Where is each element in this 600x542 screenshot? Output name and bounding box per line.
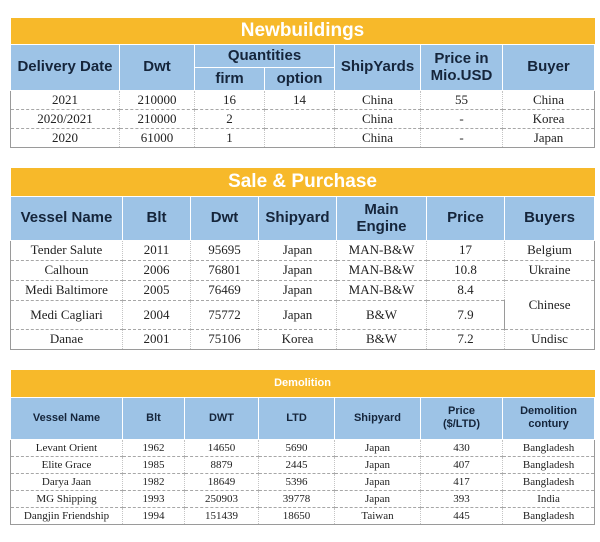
cell-vessel-name: Medi Baltimore (11, 280, 123, 300)
cell-price: 393 (421, 490, 503, 507)
cell-dwt: 75106 (191, 329, 259, 349)
cell-price: 407 (421, 456, 503, 473)
table-row (11, 240, 595, 260)
cell-shipyards: China (335, 90, 421, 109)
cell-price: 445 (421, 507, 503, 524)
cell-blt: 2011 (123, 240, 191, 260)
cell-buyers: Chinese (505, 280, 595, 329)
cell-dwt: 18649 (185, 473, 259, 490)
cell-buyer: Korea (503, 109, 595, 128)
cell-price: 7.2 (427, 329, 505, 349)
cell-engine: MAN-B&W (337, 280, 427, 300)
cell-price: 8.4 (427, 280, 505, 300)
header-quantities: Quantities (195, 44, 335, 67)
header-vessel-name: Vessel Name (11, 196, 123, 240)
cell-price: 7.9 (427, 300, 505, 329)
header-price-line1: Price in (434, 49, 489, 67)
cell-shipyard: Korea (259, 329, 337, 349)
cell-price: 10.8 (427, 260, 505, 280)
cell-price: - (421, 109, 503, 128)
cell-vessel-name: Calhoun (11, 260, 123, 280)
cell-dwt: 61000 (120, 128, 195, 147)
demolition-title: Demolition (11, 370, 595, 397)
cell-buyer: China (503, 90, 595, 109)
cell-shipyard: Japan (259, 280, 337, 300)
cell-delivery-date: 2021 (11, 90, 120, 109)
cell-dwt: 14650 (185, 439, 259, 456)
newbuildings-table (10, 18, 595, 148)
header-blt: Blt (123, 196, 191, 240)
cell-engine: MAN-B&W (337, 260, 427, 280)
cell-country: Bangladesh (503, 473, 595, 490)
demolition-table (10, 370, 595, 525)
header-price (421, 397, 503, 439)
cell-blt: 2006 (123, 260, 191, 280)
cell-shipyard: Taiwan (335, 507, 421, 524)
table-row (11, 329, 595, 349)
table-row (11, 490, 595, 507)
cell-blt: 2005 (123, 280, 191, 300)
cell-firm: 1 (195, 128, 265, 147)
cell-vessel-name: Levant Orient (11, 439, 123, 456)
cell-shipyard: Japan (335, 456, 421, 473)
cell-option: 14 (265, 90, 335, 109)
cell-price: 430 (421, 439, 503, 456)
cell-delivery-date: 2020 (11, 128, 120, 147)
cell-dwt: 76801 (191, 260, 259, 280)
table-row (11, 90, 595, 109)
cell-engine: MAN-B&W (337, 240, 427, 260)
cell-option (265, 128, 335, 147)
table-row (11, 109, 595, 128)
cell-buyers: Belgium (505, 240, 595, 260)
cell-vessel-name: Tender Salute (11, 240, 123, 260)
header-price (421, 44, 503, 90)
cell-country: Bangladesh (503, 439, 595, 456)
cell-dwt: 210000 (120, 109, 195, 128)
cell-blt: 1994 (123, 507, 185, 524)
cell-option (265, 109, 335, 128)
header-price-line1: Price (448, 405, 475, 418)
cell-country: India (503, 490, 595, 507)
cell-shipyard: Japan (335, 490, 421, 507)
header-dwt: DWT (185, 397, 259, 439)
cell-shipyards: China (335, 109, 421, 128)
cell-vessel-name: Dangjin Friendship (11, 507, 123, 524)
cell-firm: 2 (195, 109, 265, 128)
header-vessel-name: Vessel Name (11, 397, 123, 439)
table-row (11, 439, 595, 456)
header-price: Price (427, 196, 505, 240)
cell-price: - (421, 128, 503, 147)
cell-vessel-name: MG Shipping (11, 490, 123, 507)
newbuildings-title: Newbuildings (11, 18, 595, 44)
cell-ltd: 18650 (259, 507, 335, 524)
cell-engine: B&W (337, 329, 427, 349)
header-option: option (265, 67, 335, 90)
cell-ltd: 5396 (259, 473, 335, 490)
cell-country: Bangladesh (503, 507, 595, 524)
cell-dwt: 76469 (191, 280, 259, 300)
cell-dwt: 151439 (185, 507, 259, 524)
header-dwt: Dwt (191, 196, 259, 240)
cell-blt: 2004 (123, 300, 191, 329)
header-price-line2: Mio.USD (430, 67, 493, 84)
cell-buyers: Ukraine (505, 260, 595, 280)
header-price-line2: ($/LTD) (442, 418, 481, 430)
sale-purchase-table (10, 168, 595, 350)
header-main-engine-line2: Engine (356, 218, 407, 235)
header-main-engine (337, 196, 427, 240)
cell-firm: 16 (195, 90, 265, 109)
header-blt: Blt (123, 397, 185, 439)
header-shipyards: ShipYards (335, 44, 421, 90)
cell-shipyard: Japan (335, 473, 421, 490)
table-row (11, 507, 595, 524)
cell-vessel-name: Darya Jaan (11, 473, 123, 490)
table-row (11, 456, 595, 473)
table-row (11, 280, 595, 300)
cell-ltd: 2445 (259, 456, 335, 473)
cell-ltd: 5690 (259, 439, 335, 456)
table-row (11, 473, 595, 490)
cell-price: 17 (427, 240, 505, 260)
header-buyer: Buyer (503, 44, 595, 90)
cell-dwt: 250903 (185, 490, 259, 507)
cell-buyers: Undisc (505, 329, 595, 349)
cell-engine: B&W (337, 300, 427, 329)
cell-buyer: Japan (503, 128, 595, 147)
cell-blt: 1985 (123, 456, 185, 473)
header-demolition-line2: contury (528, 418, 569, 430)
cell-country: Bangladesh (503, 456, 595, 473)
cell-price: 417 (421, 473, 503, 490)
cell-vessel-name: Elite Grace (11, 456, 123, 473)
cell-ltd: 39778 (259, 490, 335, 507)
header-firm: firm (195, 67, 265, 90)
header-ltd: LTD (259, 397, 335, 439)
header-main-engine-line1: Main (364, 200, 399, 218)
cell-shipyard: Japan (259, 300, 337, 329)
header-demolition-line1: Demolition (520, 405, 577, 418)
header-buyers: Buyers (505, 196, 595, 240)
header-dwt: Dwt (120, 44, 195, 90)
cell-dwt: 75772 (191, 300, 259, 329)
cell-blt: 1962 (123, 439, 185, 456)
cell-dwt: 8879 (185, 456, 259, 473)
cell-dwt: 210000 (120, 90, 195, 109)
header-delivery-date: Delivery Date (11, 44, 120, 90)
header-demolition-country (503, 397, 595, 439)
sale-purchase-title: Sale & Purchase (11, 168, 595, 196)
cell-price: 55 (421, 90, 503, 109)
header-shipyard: Shipyard (259, 196, 337, 240)
cell-blt: 1982 (123, 473, 185, 490)
cell-shipyard: Japan (335, 439, 421, 456)
cell-blt: 1993 (123, 490, 185, 507)
table-row (11, 260, 595, 280)
cell-dwt: 95695 (191, 240, 259, 260)
cell-shipyards: China (335, 128, 421, 147)
cell-blt: 2001 (123, 329, 191, 349)
cell-vessel-name: Danae (11, 329, 123, 349)
cell-shipyard: Japan (259, 260, 337, 280)
header-shipyard: Shipyard (335, 397, 421, 439)
cell-vessel-name: Medi Cagliari (11, 300, 123, 329)
cell-shipyard: Japan (259, 240, 337, 260)
table-row (11, 128, 595, 147)
cell-delivery-date: 2020/2021 (11, 109, 120, 128)
